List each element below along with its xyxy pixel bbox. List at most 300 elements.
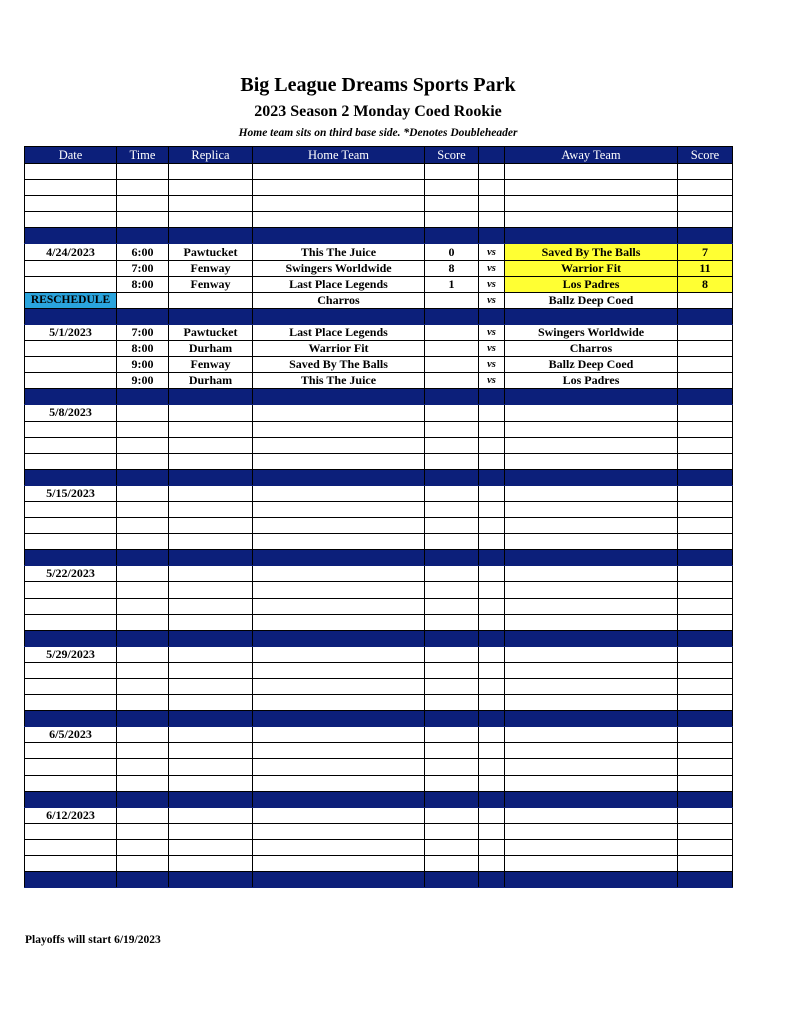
away-score-cell [678,679,733,695]
date-cell [25,373,117,389]
column-header-away-score: Score [678,147,733,164]
replica-cell: Pawtucket [169,324,253,340]
time-cell [117,759,169,775]
away-score-cell [678,646,733,662]
home-team-cell [253,727,425,743]
date-cell [25,260,117,276]
home-score-cell [425,196,479,212]
replica-cell [169,566,253,582]
separator-cell [479,872,505,888]
time-cell [117,598,169,614]
date-cell [25,598,117,614]
away-team-cell [505,839,678,855]
away-score-cell [678,421,733,437]
table-row [25,421,733,437]
time-cell [117,839,169,855]
away-score-cell [678,180,733,196]
table-row [25,485,733,501]
time-cell [117,292,169,308]
replica-cell [169,292,253,308]
home-team-cell: Saved By The Balls [253,357,425,373]
away-score-cell [678,839,733,855]
time-cell [117,212,169,228]
away-team-cell [505,823,678,839]
separator-cell [169,630,253,646]
separator-cell [25,872,117,888]
separator-cell [169,550,253,566]
away-team-cell [505,196,678,212]
replica-cell [169,807,253,823]
home-team-cell [253,437,425,453]
home-score-cell [425,582,479,598]
away-score-cell [678,196,733,212]
vs-cell [479,695,505,711]
away-score-cell [678,485,733,501]
vs-cell [479,679,505,695]
week-separator-row [25,469,733,485]
replica-cell [169,453,253,469]
home-score-cell [425,292,479,308]
away-score-cell [678,292,733,308]
week-separator-row [25,630,733,646]
column-header-away-team: Away Team [505,147,678,164]
separator-cell [117,389,169,405]
home-team-cell [253,180,425,196]
vs-cell: vs [479,357,505,373]
replica-cell [169,662,253,678]
playoffs-note: Playoffs will start 6/19/2023 [25,934,161,946]
vs-cell [479,646,505,662]
away-score-cell [678,405,733,421]
separator-cell [253,228,425,244]
separator-cell [117,791,169,807]
vs-cell [479,501,505,517]
away-score-cell [678,662,733,678]
separator-cell [678,711,733,727]
away-score-cell: 7 [678,244,733,260]
table-header-row [25,147,733,164]
vs-cell [479,437,505,453]
away-score-cell [678,357,733,373]
separator-cell [25,711,117,727]
table-row [25,646,733,662]
vs-cell [479,405,505,421]
separator-cell [169,469,253,485]
time-cell [117,534,169,550]
away-team-cell [505,646,678,662]
away-score-cell [678,695,733,711]
away-team-cell: Ballz Deep Coed [505,357,678,373]
separator-cell [425,308,479,324]
home-team-cell [253,775,425,791]
separator-cell [169,711,253,727]
home-score-cell: 0 [425,244,479,260]
vs-cell [479,421,505,437]
home-team-cell [253,614,425,630]
separator-cell [678,630,733,646]
away-score-cell [678,598,733,614]
away-score-cell [678,324,733,340]
separator-cell [505,630,678,646]
date-cell: 5/8/2023 [25,405,117,421]
away-score-cell [678,856,733,872]
separator-cell [425,550,479,566]
separator-cell [253,469,425,485]
vs-cell [479,180,505,196]
replica-cell: Durham [169,341,253,357]
time-cell [117,679,169,695]
vs-cell [479,856,505,872]
table-row [25,759,733,775]
away-team-cell: Warrior Fit [505,260,678,276]
vs-cell [479,566,505,582]
replica-cell: Fenway [169,260,253,276]
home-team-cell [253,164,425,180]
table-row [25,196,733,212]
column-header-home-team: Home Team [253,147,425,164]
time-cell [117,743,169,759]
home-team-cell [253,679,425,695]
week-separator-row [25,228,733,244]
time-cell [117,823,169,839]
replica-cell [169,614,253,630]
separator-cell [479,469,505,485]
separator-cell [117,872,169,888]
separator-cell [117,630,169,646]
separator-cell [117,711,169,727]
table-row [25,695,733,711]
date-cell [25,341,117,357]
away-score-cell: 8 [678,276,733,292]
home-score-cell [425,695,479,711]
vs-cell [479,485,505,501]
table-row [25,679,733,695]
time-cell: 6:00 [117,244,169,260]
away-team-cell: Saved By The Balls [505,244,678,260]
table-row [25,807,733,823]
away-team-cell [505,501,678,517]
away-team-cell [505,180,678,196]
separator-cell [505,389,678,405]
time-cell [117,775,169,791]
table-row [25,405,733,421]
away-team-cell [505,405,678,421]
away-team-cell [505,614,678,630]
home-score-cell [425,518,479,534]
home-score-cell [425,823,479,839]
away-score-cell [678,501,733,517]
away-score-cell [678,534,733,550]
away-team-cell [505,679,678,695]
table-row [25,341,733,357]
home-team-cell [253,743,425,759]
home-team-cell [253,646,425,662]
vs-cell [479,807,505,823]
time-cell [117,180,169,196]
away-score-cell [678,373,733,389]
table-row [25,260,733,276]
table-row [25,839,733,855]
column-header-date: Date [25,147,117,164]
week-separator-row [25,872,733,888]
away-score-cell [678,453,733,469]
replica-cell [169,582,253,598]
time-cell [117,582,169,598]
separator-cell [117,469,169,485]
home-score-cell [425,679,479,695]
replica-cell [169,196,253,212]
vs-cell [479,598,505,614]
separator-cell [117,308,169,324]
column-header-vs [479,147,505,164]
table-row [25,534,733,550]
separator-cell [425,791,479,807]
away-team-cell [505,856,678,872]
replica-cell [169,518,253,534]
separator-cell [253,872,425,888]
replica-cell [169,501,253,517]
separator-cell [425,228,479,244]
separator-cell [678,228,733,244]
separator-cell [25,389,117,405]
time-cell: 8:00 [117,341,169,357]
time-cell [117,421,169,437]
separator-cell [25,308,117,324]
table-row [25,582,733,598]
home-team-cell [253,485,425,501]
home-team-cell: Swingers Worldwide [253,260,425,276]
separator-cell [169,389,253,405]
home-team-cell [253,695,425,711]
date-cell [25,437,117,453]
column-header-home-score: Score [425,147,479,164]
separator-cell [479,389,505,405]
table-row [25,357,733,373]
table-row [25,324,733,340]
time-cell [117,501,169,517]
home-score-cell [425,759,479,775]
date-cell [25,276,117,292]
column-header-replica: Replica [169,147,253,164]
table-row [25,823,733,839]
separator-cell [169,791,253,807]
table-row [25,292,733,308]
home-score-cell [425,357,479,373]
page-subtitle: 2023 Season 2 Monday Coed Rookie [254,103,502,120]
time-cell [117,727,169,743]
date-cell: 6/5/2023 [25,727,117,743]
separator-cell [169,308,253,324]
separator-cell [253,630,425,646]
home-team-cell: This The Juice [253,244,425,260]
date-cell [25,180,117,196]
separator-cell [479,630,505,646]
away-score-cell [678,518,733,534]
home-score-cell [425,405,479,421]
home-score-cell [425,324,479,340]
vs-cell [479,662,505,678]
separator-cell [117,550,169,566]
separator-cell [25,469,117,485]
away-score-cell [678,582,733,598]
home-score-cell [425,743,479,759]
vs-cell [479,775,505,791]
replica-cell [169,437,253,453]
table-row [25,775,733,791]
time-cell: 8:00 [117,276,169,292]
home-team-cell [253,566,425,582]
vs-cell [479,759,505,775]
separator-cell [505,228,678,244]
home-team-cell [253,453,425,469]
separator-cell [678,389,733,405]
date-cell [25,164,117,180]
date-cell [25,212,117,228]
replica-cell [169,485,253,501]
home-score-cell [425,534,479,550]
home-score-cell [425,775,479,791]
home-score-cell [425,646,479,662]
away-team-cell [505,807,678,823]
time-cell [117,453,169,469]
date-cell [25,823,117,839]
date-cell: 5/22/2023 [25,566,117,582]
vs-cell: vs [479,260,505,276]
home-team-cell: Last Place Legends [253,276,425,292]
home-team-cell [253,212,425,228]
table-row [25,662,733,678]
separator-cell [25,630,117,646]
away-score-cell [678,212,733,228]
home-team-cell [253,421,425,437]
home-team-cell [253,823,425,839]
vs-cell [479,518,505,534]
replica-cell [169,679,253,695]
separator-cell [505,469,678,485]
away-team-cell [505,566,678,582]
separator-cell [505,308,678,324]
table-row [25,614,733,630]
date-cell [25,856,117,872]
time-cell [117,405,169,421]
week-separator-row [25,711,733,727]
away-score-cell [678,743,733,759]
home-score-cell [425,341,479,357]
home-score-cell [425,212,479,228]
home-team-cell: Charros [253,292,425,308]
vs-cell: vs [479,373,505,389]
home-score-cell [425,727,479,743]
vs-cell [479,453,505,469]
date-cell: RESCHEDULE [25,292,117,308]
away-team-cell [505,727,678,743]
time-cell [117,807,169,823]
away-team-cell [505,534,678,550]
time-cell [117,695,169,711]
time-cell [117,196,169,212]
time-cell: 9:00 [117,357,169,373]
date-cell: 5/29/2023 [25,646,117,662]
page-note: Home team sits on third base side. *Denotes Doubleheader [238,127,518,139]
separator-cell [479,228,505,244]
home-team-cell: This The Juice [253,373,425,389]
page-title: Big League Dreams Sports Park [240,74,516,96]
date-cell [25,421,117,437]
away-team-cell [505,485,678,501]
away-score-cell [678,807,733,823]
date-cell [25,695,117,711]
away-score-cell [678,727,733,743]
separator-cell [678,550,733,566]
home-team-cell [253,662,425,678]
home-score-cell [425,501,479,517]
date-cell [25,839,117,855]
table-row [25,518,733,534]
separator-cell [253,308,425,324]
home-score-cell [425,807,479,823]
replica-cell [169,180,253,196]
home-score-cell: 8 [425,260,479,276]
separator-cell [678,308,733,324]
separator-cell [479,308,505,324]
away-score-cell [678,775,733,791]
replica-cell [169,759,253,775]
separator-cell [169,872,253,888]
home-team-cell [253,534,425,550]
table-row [25,453,733,469]
vs-cell [479,614,505,630]
replica-cell [169,695,253,711]
separator-cell [505,711,678,727]
separator-cell [479,791,505,807]
date-cell: 6/12/2023 [25,807,117,823]
vs-cell: vs [479,292,505,308]
vs-cell: vs [479,276,505,292]
date-cell: 5/1/2023 [25,324,117,340]
replica-cell [169,775,253,791]
away-team-cell [505,695,678,711]
away-team-cell: Los Padres [505,276,678,292]
replica-cell: Pawtucket [169,244,253,260]
away-score-cell [678,437,733,453]
date-cell: 5/15/2023 [25,485,117,501]
table-row [25,856,733,872]
separator-cell [25,228,117,244]
time-cell [117,566,169,582]
column-header-time: Time [117,147,169,164]
week-separator-row [25,791,733,807]
away-team-cell: Ballz Deep Coed [505,292,678,308]
separator-cell [25,791,117,807]
away-team-cell [505,598,678,614]
home-team-cell [253,196,425,212]
vs-cell [479,196,505,212]
away-team-cell [505,662,678,678]
week-separator-row [25,389,733,405]
home-score-cell [425,662,479,678]
home-score-cell [425,180,479,196]
home-score-cell [425,453,479,469]
home-score-cell [425,598,479,614]
home-team-cell [253,582,425,598]
away-team-cell [505,212,678,228]
home-team-cell [253,405,425,421]
away-score-cell [678,341,733,357]
time-cell [117,164,169,180]
vs-cell [479,534,505,550]
home-score-cell [425,614,479,630]
separator-cell [505,872,678,888]
